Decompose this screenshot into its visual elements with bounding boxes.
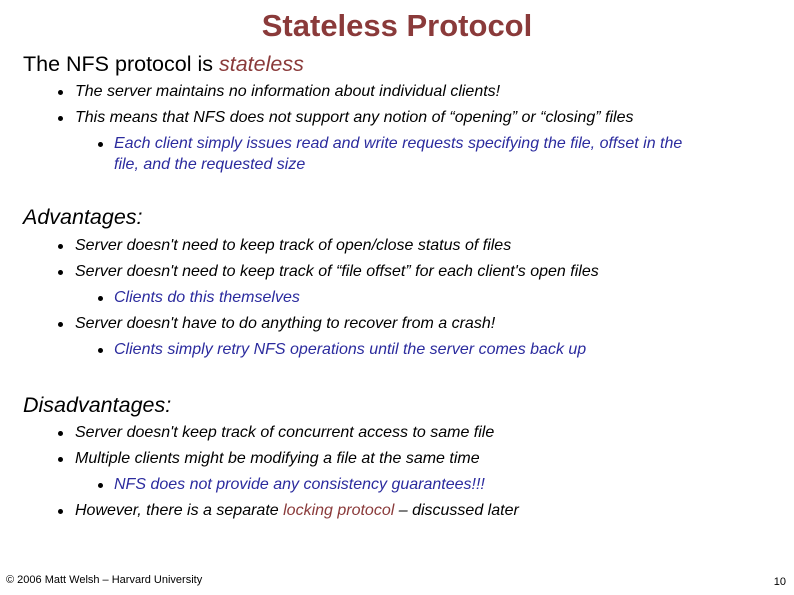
bullet-icon [98, 142, 103, 147]
disadvantage-2: Multiple clients might be modifying a file at the same time [58, 449, 480, 469]
intro-emphasis: stateless [218, 52, 304, 76]
disadvantage-1: Server doesn't keep track of concurrent access to same file [58, 423, 494, 443]
advantage-2: Server doesn't need to keep track of “file offset” for each client's open files [58, 262, 599, 282]
bullet-icon [58, 270, 63, 275]
bullet-icon [58, 90, 63, 95]
intro-sub-bullet: Each client simply issues read and write requests specifying the file, offset in the [98, 134, 682, 154]
bullet-icon [98, 296, 103, 301]
bullet-icon [58, 457, 63, 462]
bullet-icon [58, 509, 63, 514]
slide-title: Stateless Protocol [261, 8, 533, 43]
bullet-icon [58, 431, 63, 436]
advantage-3: Server doesn't have to do anything to recover from a crash! [58, 314, 495, 334]
bullet-icon [58, 244, 63, 249]
intro-sub-bullet-cont: file, and the requested size [114, 156, 306, 173]
advantage-1: Server doesn't need to keep track of open/close status of files [58, 236, 511, 256]
disadvantage-2-sub: NFS does not provide any consistency guarantees!!! [98, 475, 485, 495]
disadvantages-heading: Disadvantages: [23, 393, 172, 417]
disadvantage-3: However, there is a separate locking protocol – discussed later [58, 501, 519, 521]
intro-bullet-1: The server maintains no information about individual clients! [58, 82, 500, 102]
bullet-icon [58, 322, 63, 327]
intro-line [23, 51, 304, 77]
intro-bullet-2: This means that NFS does not support any notion of “opening” or “closing” files [58, 108, 634, 128]
advantages-heading: Advantages: [23, 205, 143, 229]
locking-protocol-emphasis: locking protocol [283, 502, 395, 519]
footer-copyright: © 2006 Matt Welsh – Harvard University [6, 574, 203, 586]
page-number: 10 [773, 576, 786, 588]
advantage-2-sub: Clients do this themselves [98, 288, 300, 308]
advantage-3-sub: Clients simply retry NFS operations until the server comes back up [98, 340, 586, 360]
bullet-icon [58, 116, 63, 121]
intro-prefix: The NFS protocol is [23, 52, 219, 76]
bullet-icon [98, 348, 103, 353]
bullet-icon [98, 483, 103, 488]
